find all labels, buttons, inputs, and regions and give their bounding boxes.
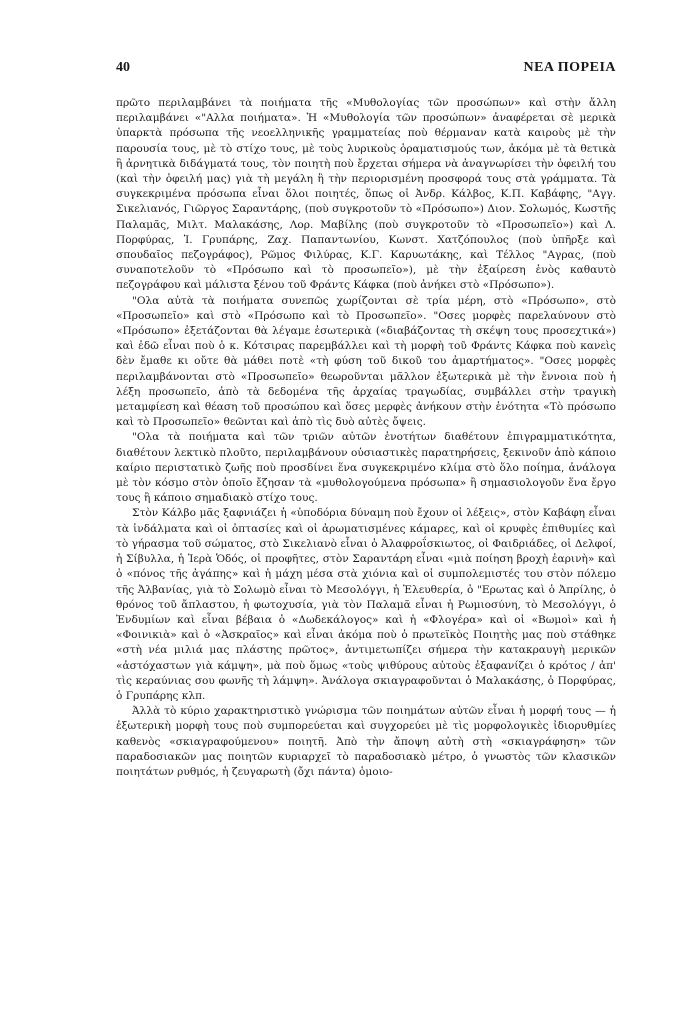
page-number: 40 <box>116 60 130 75</box>
paragraph-4: Στὸν Κάλβο μᾶς ξαφνιάζει ἡ «ὑποδόρια δύναμη ποὺ ἔχουν οἱ λέξεις», στὸν Καβάφη εἶναι τὰ ἰνδάλματα καὶ οἱ ὀπτασίες καὶ οἱ ἀρωματισμένες κάμαρες, καὶ οἱ κρυφὲς ἐπιθυμίες καὶ τὸ γήρασμα τοῦ σώματος, στὸ Σικελιανὸ εἶναι ὁ Ἀλαφροΐσκιωτος, οἱ Φαιδριάδες, οἱ Δελφοί, ἡ Σίβυλλα, ἡ Ἱερὰ Ὁδός, οἱ προφῆτες, στὸν Σαραντάρη εἶναι «μιὰ ποίηση βροχὴ ἐαρινὴ» καὶ ὁ «πόνος τῆς ἀγάπης» καὶ ἡ μάχη μέσα στὰ χιόνια καὶ οἱ συμπολεμιστές του στὸν πόλεμο τῆς Ἀλβανίας, γιὰ τὸ Σολωμὸ εἶναι τὸ Μεσολόγγι, ἡ Ἐλευθερία, ὁ "Ερωτας καὶ ὁ Ἀπρίλης, ὁ θρόνος τοῦ ἄπλαστου, ἡ φωτοχυσία, γιὰ τὸν Παλαμᾶ εἶναι ἡ Ρωμιοσύνη, τὸ Μεσολόγγι, ὁ Ἐνδυμίων καὶ εἶναι βέβαια ὁ «Δωδεκάλογος» καὶ ἡ «Φλογέρα» καὶ οἱ «Βωμοὶ» καὶ ἡ «Φοινικιὰ» καὶ ὁ «Ἀσκραῖος» καὶ εἶναι ἀκόμα ποὺ ὁ πρωτεϊκὸς Ποιητὴς μας ποὺ στάθηκε «στὴ νέα μιλιά μας πλάστης πρῶτος», ἀντιμετωπίζει σήμερα τὴν κατακραυγὴ μερικῶν «ἀστόχαστων γιὰ κάμψη», μὰ ποὺ ὅμως «τοὺς ψιθύρους αὐτοὺς ἐξαφανίζει ὁ κρότος / ἀπ' τὶς κεραύνιας σου φωνῆς τὴ λάμψη». Ἀνάλογα σκιαγραφοῦνται ὁ Μαλακάσης, ὁ Πορφύρας, ὁ Γρυπάρης κλπ. <box>116 507 616 702</box>
article-body <box>116 96 616 780</box>
paragraph-2: "Ολα αὐτὰ τὰ ποιήματα συνεπῶς χωρίζονται σὲ τρία μέρη, στὸ «Πρόσωπο», στὸ «Προσωπεῖο» καὶ στὸ «Πρόσωπο καὶ τὸ Προσωπεῖο». "Οσες μορφὲς παρελαύνουν στὸ «Πρόσωπο» ἐξετάζονται θὰ λέγαμε ἐσωτερικὰ («διαβάζοντας τὴ σκέψη τους προσεχτικά») καὶ ἐδῶ εἶναι ποὺ ὁ κ. Κότσιρας παρεμβάλλει καὶ τὴ μορφὴ τοῦ Φράντς Κάφκα ποὺ κανεὶς δὲν ἔμαθε κι οὔτε θὰ μάθει ποτὲ «τὴ φύση τοῦ δικοῦ του ἁμαρτήματος». "Οσες μορφὲς περιλαμβάνονται στὸ «Προσωπεῖο» θεωροῦνται μᾶλλον ἐξωτερικὰ μὲ τὴν ἔννοια ποὺ ἡ λέξη προσωπεῖο, ἀπὸ τὰ δεδομένα τῆς ἀρχαίας τραγωδίας, συμβάλλει στὴν τραγικὴ μεταμφίεση καὶ θέαση τοῦ προσώπου καὶ ὅσες μερφὲς ἀνήκουν στὴν ἑνότητα «Τὸ πρόσωπο καὶ τὸ Προσωπεῖο» θεῶνται καὶ ἀπὸ τὶς δυὸ αὐτὲς ὄψεις. <box>116 294 616 429</box>
journal-title: ΝΕΑ ΠΟΡΕΙΑ <box>523 60 616 75</box>
page-header <box>116 60 616 82</box>
paragraph-5: Ἀλλὰ τὸ κύριο χαρακτηριστικὸ γνώρισμα τῶν ποιημάτων αὐτῶν εἶναι ἡ μορφή τους — ἡ ἐξωτερικὴ μορφὴ τους ποὺ συμπορεύεται καὶ συγχορεύει μὲ τὶς μορφολογικὲς ἰδιορυθμίες καθενὸς «σκιαγραφούμενου» ποιητῆ. Ἀπὸ τὴν ἄποψη αὐτὴ στὴ «σκιαγράφηση» τῶν παραδοσιακῶν μας ποιητῶν κυριαρχεῖ τὸ παραδοσιακὸ μέτρο, ὁ γνωστὸς τῶν κλασικῶν ποιητάτων ρυθμός, ἡ ζευγαρωτὴ (ὄχι πάντα) ὁμοιο- <box>116 705 616 778</box>
paragraph-3: "Ολα τὰ ποιήματα καὶ τῶν τριῶν αὐτῶν ἑνοτήτων διαθέτουν ἐπιγραμματικότητα, διαθέτουν λεκτικὸ πλοῦτο, περιλαμβάνουν οὐσιαστικὲς παρατηρήσεις, ξεκινοῦν ἀπὸ κάποιο καίριο περιστατικὸ ζωῆς ποὺ προσδίνει ἕνα συγκεκριμένο κλίμα στὸ ὅλο ποίημα, ἀνάλογα μὲ τὸν κόσμο στὸν ὁποῖο ἔζησαν τὰ «μυθολογούμενα πρόσωπα» ἢ σημασιολογοῦν ἕνα ἔργο τους ἢ κάποιο σημαδιακὸ στίχο τους. <box>116 431 616 505</box>
paragraph-1: πρῶτο περιλαμβάνει τὰ ποιήματα τῆς «Μυθολογίας τῶν προσώπων» καὶ στὴν ἄλλη περιλαμβάνει «"Αλλα ποιήματα». Ἡ «Μυθολογία τῶν προσώπων» ἀναφέρεται σὲ μερικὰ ὑπαρκτὰ πρόσωπα τῆς νεοελληνικῆς γραμματείας ποὺ θέρμαναν κατὰ καιροὺς μὲ τὴν παρουσία τους, μὲ τὸ στίχο τους, μὲ τοὺς λυρικοὺς ὁραματισμούς των, ἀκόμα μὲ τὰ θετικὰ ἢ ἀρνητικὰ διδάγματά τους, τὸν ποιητὴ ποὺ ἔρχεται σήμερα νὰ ἀναγνωρίσει τὴν ὀφειλή του (καὶ τὴν ὀφειλή μας) γιὰ τὴ μεγάλη ἢ τὴν περιορισμένη προσφορά τους στὰ γράμματα. Τὰ συγκεκριμένα πρόσωπα εἶναι ὅλοι ποιητές, ὅπως οἱ Ἀνδρ. Κάλβος, Κ.Π. Καβάφης, "Αγγ. Σικελιανός, Γιῶργος Σαραντάρης, (ποὺ συγκροτοῦν τὸ «Πρόσωπο») Διον. Σολωμός, Κωστῆς Παλαμᾶς, Μιλτ. Μαλακάσης, Λορ. Μαβίλης (ποὺ συγκροτοῦν τὸ «Προσωπεῖο») καὶ Λ. Πορφύρας, Ἰ. Γρυπάρης, Ζαχ. Παπαντωνίου, Κωνστ. Χατζόπουλος (ποὺ ὑπῆρξε καὶ σπουδαῖος πεζογράφος), Ρῶμος Φιλύρας, Κ.Γ. Καρυωτάκης, καὶ Τέλλος "Αγρας, (ποὺ συναποτελοῦν τὸ «Πρόσωπο καὶ τὸ προσωπεῖο»), μὲ τὴν ἐξαίρεση ἑνὸς καθαυτὸ πεζογράφου καὶ μάλιστα ξένου τοῦ Φράντς Κάφκα (ποὺ ἀνήκει στὸ «Πρόσωπο»). <box>116 97 616 292</box>
